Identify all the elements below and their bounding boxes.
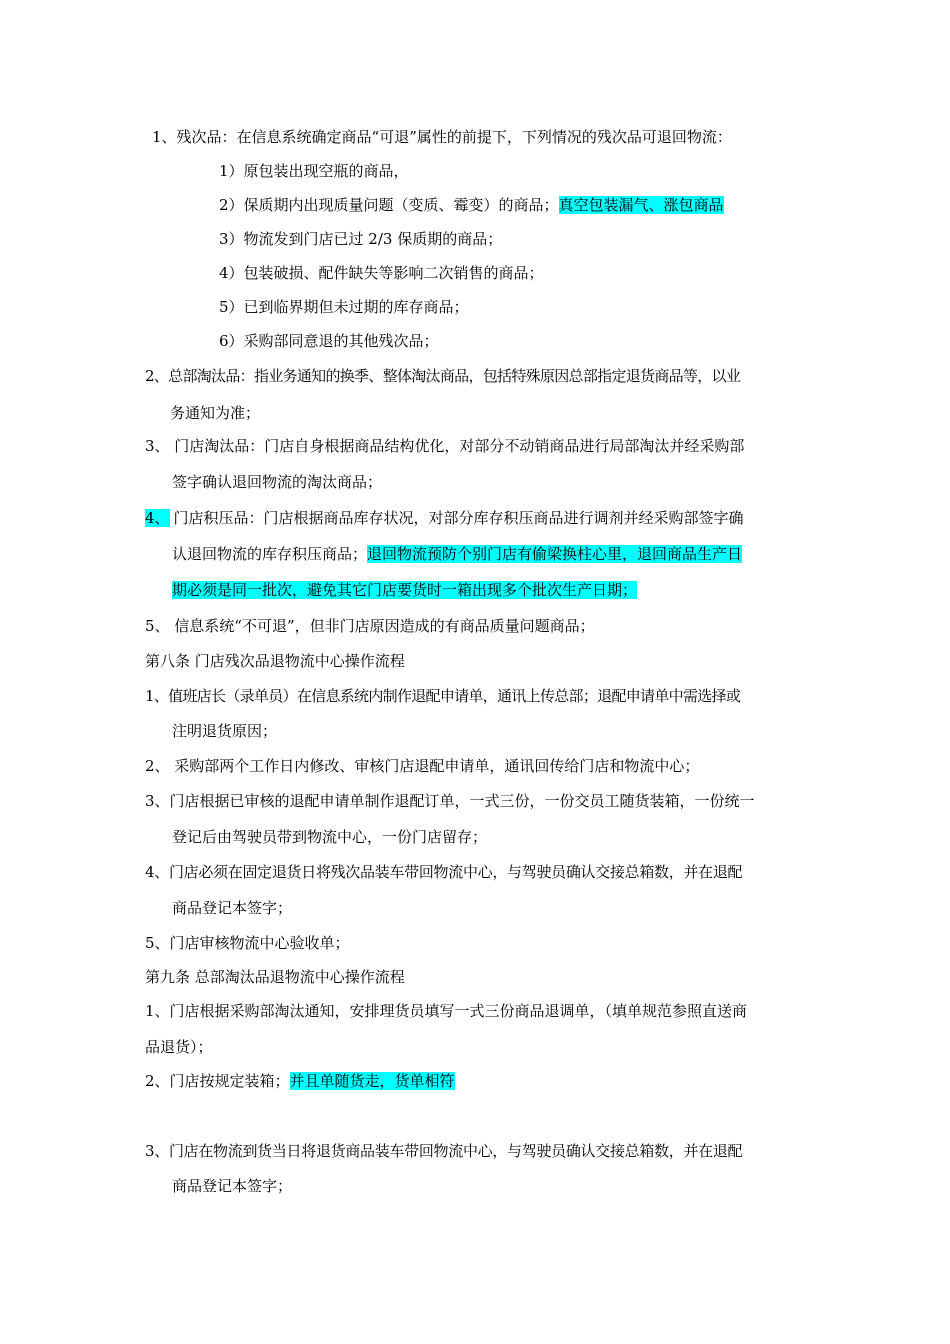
text-line: 3、门店在物流到货当日将退货商品装车带回物流中心，与驾驶员确认交接总箱数，并在退配	[145, 1142, 743, 1160]
text-line: 1、值班店长（录单员）在信息系统内制作退配申请单，通讯上传总部；退配申请单中需选择或	[145, 687, 741, 705]
text-line: 2、门店按规定装箱；并且单随货走，货单相符	[145, 1072, 455, 1090]
text-line: 1、门店根据采购部淘汰通知，安排理货员填写一式三份商品退调单，（填单规范参照直送商	[145, 1002, 748, 1020]
highlight-note: 退回物流预防个别门店有偷梁换柱心里，退回商品生产日	[367, 545, 743, 563]
text-line: 商品登记本签字；	[172, 899, 293, 917]
list-item: 1）原包装出现空瓶的商品，	[219, 162, 409, 180]
text-line: 4、门店必须在固定退货日将残次品装车带回物流中心，与驾驶员确认交接总箱数，并在退配	[145, 863, 743, 881]
text-line: 认退回物流的库存积压商品；退回物流预防个别门店有偷梁换柱心里，退回商品生产日	[172, 545, 743, 563]
list-item: 3）物流发到门店已过 2/3 保质期的商品；	[219, 230, 503, 248]
text-line: 1、残次品：在信息系统确定商品“可退”属性的前提下，下列情况的残次品可退回物流：	[152, 128, 732, 146]
text-line: 品退货）；	[145, 1038, 213, 1056]
text-line	[172, 580, 637, 600]
highlight-note: 真空包装漏气、涨包商品	[558, 196, 724, 214]
list-item: 4）包装破损、配件缺失等影响二次销售的商品；	[219, 264, 544, 282]
highlight-number: 4、	[145, 509, 170, 527]
text-line: 3、门店根据已审核的退配申请单制作退配订单，一式三份，一份交员工随货装箱，一份统一	[145, 792, 755, 810]
text-line: 务通知为准；	[170, 404, 261, 422]
text-line: 5、 信息系统“不可退”，但非门店原因造成的有商品质量问题商品；	[145, 617, 595, 635]
text-line: 登记后由驾驶员带到物流中心，一份门店留存；	[172, 828, 488, 846]
text-line: 签字确认退回物流的淘汰商品；	[172, 473, 383, 491]
text-line: 注明退货原因；	[172, 722, 278, 740]
text-line: 商品登记本签字；	[172, 1177, 293, 1195]
list-item: 6）采购部同意退的其他残次品；	[219, 332, 439, 350]
text-line: 2、 采购部两个工作日内修改、审核门店退配申请单，通讯回传给门店和物流中心；	[145, 757, 700, 775]
text-line: 2、总部淘汰品：指业务通知的换季、整体淘汰商品，包括特殊原因总部指定退货商品等，以业	[145, 367, 741, 385]
highlight-note: 并且单随货走，货单相符	[289, 1072, 455, 1090]
text-line: 4、 门店积压品：门店根据商品库存状况，对部分库存积压商品进行调剂并经采购部签字确	[145, 509, 744, 527]
list-item: 2）保质期内出现质量问题（变质、霉变）的商品；真空包装漏气、涨包商品	[219, 196, 724, 214]
list-item: 5）已到临界期但未过期的库存商品；	[219, 298, 469, 316]
section-heading: 第九条 总部淘汰品退物流中心操作流程	[145, 968, 405, 986]
text-line: 3、 门店淘汰品：门店自身根据商品结构优化，对部分不动销商品进行局部淘汰并经采购部	[145, 437, 745, 455]
section-heading: 第八条 门店残次品退物流中心操作流程	[145, 652, 405, 670]
highlight-note: 期必须是同一批次，避免其它门店要货时一箱出现多个批次生产日期；	[172, 581, 638, 599]
text-line: 5、门店审核物流中心验收单；	[145, 934, 350, 952]
